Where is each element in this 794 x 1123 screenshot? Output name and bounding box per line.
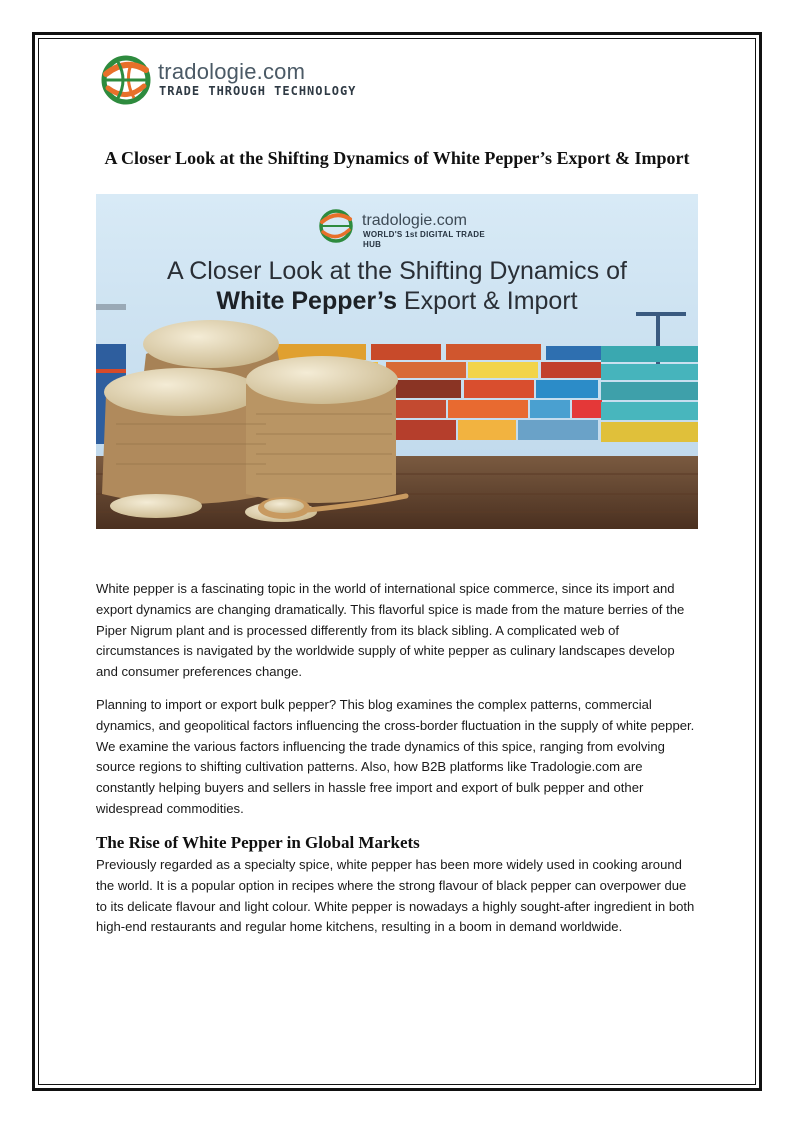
hero-headline-line2 <box>96 286 698 316</box>
hero-logo-name: tradologie.com <box>362 212 467 229</box>
hero-headline-line1: A Closer Look at the Shifting Dynamics of <box>167 257 627 285</box>
section-heading: The Rise of White Pepper in Global Markets <box>96 833 420 852</box>
section-body: Previously regarded as a specialty spice, white pepper has been more widely used in cooking around the world. It is a popular option in recipes where the strong flavour of black pepper can overpower due to its delicate flavour and light colour. White pepper is nowadays a highly sought-after ingredient in both high-end restaurants and regular home kitchens, resulting in a boom in demand worldwide. <box>96 857 695 935</box>
hero-headline-rest: Export & Import <box>396 287 578 315</box>
blog-scope-paragraph: Planning to import or export bulk pepper? This blog examines the complex patterns, commercial dynamics, and geopolitical factors influencing the cross-border fluctuation in the supply of white pepper. We examine the various factors influencing the trade dynamics of this spice, ranging from evolving source regions to shifting cultivation patterns. Also, how B2B platforms like Tradologie.com are constantly helping buyers and sellers in hassle free import and export of bulk pepper and other widespread commodities. <box>96 697 695 816</box>
hero-image <box>96 194 698 529</box>
hero-logo-tagline: WORLD'S 1st DIGITAL TRADE HUB <box>363 230 485 249</box>
logo-name: tradologie.com <box>158 59 306 84</box>
brand-logo <box>98 52 358 108</box>
globe-logo-icon <box>98 52 154 108</box>
logo-tagline: TRADE THROUGH TECHNOLOGY <box>159 84 357 98</box>
hero-logo <box>316 206 496 250</box>
document-title: A Closer Look at the Shifting Dynamics of White Pepper’s Export & Import <box>104 148 690 168</box>
hero-headline-bold: White Pepper’s <box>216 287 397 315</box>
globe-logo-icon <box>316 206 356 246</box>
intro-paragraph: White pepper is a fascinating topic in the world of international spice commerce, since its import and export dynamics are changing dramatically. This flavorful spice is made from the mature berries of the Piper Nigrum plant and is processed differently from its black sibling. A complicated web of circumstances is navigated by the worldwide supply of white pepper as culinary landscapes develop and consumer preferences change. <box>96 581 685 680</box>
